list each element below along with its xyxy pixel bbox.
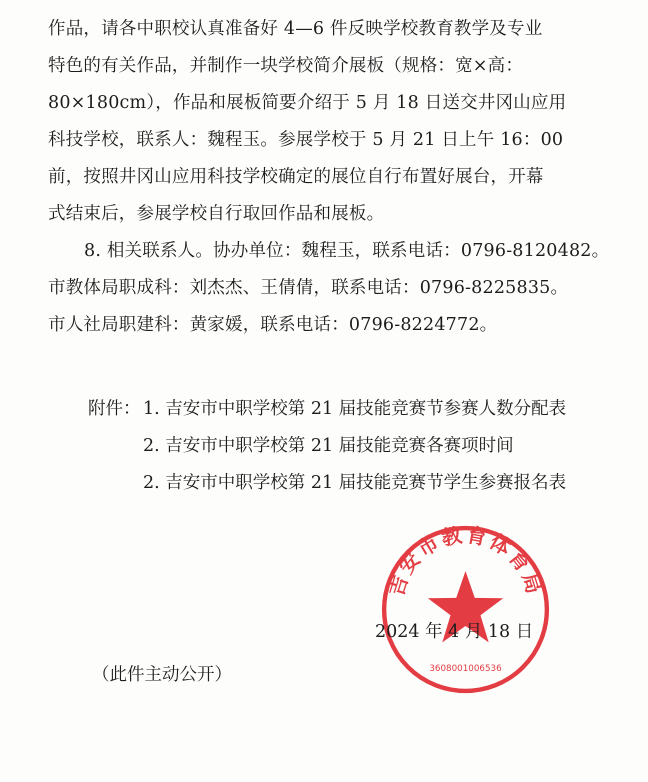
seal-text: 吉安市教育体育局 [383, 522, 548, 599]
public-note: （此件主动公开） [92, 665, 232, 685]
contact-hr: 市人社局职建科：黄家媛，联系电话：0796-8224772。 [48, 315, 498, 335]
contact-bureau: 市教体局职成科：刘杰杰、王倩倩，联系电话：0796-8225835。 [48, 278, 569, 298]
body-line: 式结束后，参展学校自行取回作品和展板。 [48, 204, 385, 224]
attachment-item: 1. 吉安市中职学校第 21 届技能竞赛节参赛人数分配表 [143, 399, 567, 419]
body-line: 特色的有关作品，并制作一块学校简介展板（规格：宽×高： [48, 56, 524, 76]
contact-item-8: 8. 相关联系人。协办单位：魏程玉，联系电话：0796-8120482。 [84, 241, 610, 261]
seal-code: 3608001006536 [429, 663, 502, 674]
attachment-item: 2. 吉安市中职学校第 21 届技能竞赛各赛项时间 [143, 436, 514, 456]
body-line: 科技学校，联系人：魏程玉。参展学校于 5 月 21 日上午 16：00 [48, 130, 564, 150]
body-line: 80×180cm），作品和展板简要介绍于 5 月 18 日送交井冈山应用 [48, 93, 567, 113]
attachments-label: 附件： [88, 399, 141, 419]
attachment-item: 2. 吉安市中职学校第 21 届技能竞赛节学生参赛报名表 [143, 473, 567, 493]
body-line: 作品，请各中职校认真准备好 4—6 件反映学校教育教学及专业 [48, 19, 543, 39]
issue-date: 2024 年 4 月 18 日 [375, 622, 534, 642]
official-seal-icon [378, 522, 553, 697]
body-line: 前，按照井冈山应用科技学校确定的展位自行布置好展台，开幕 [48, 167, 544, 187]
